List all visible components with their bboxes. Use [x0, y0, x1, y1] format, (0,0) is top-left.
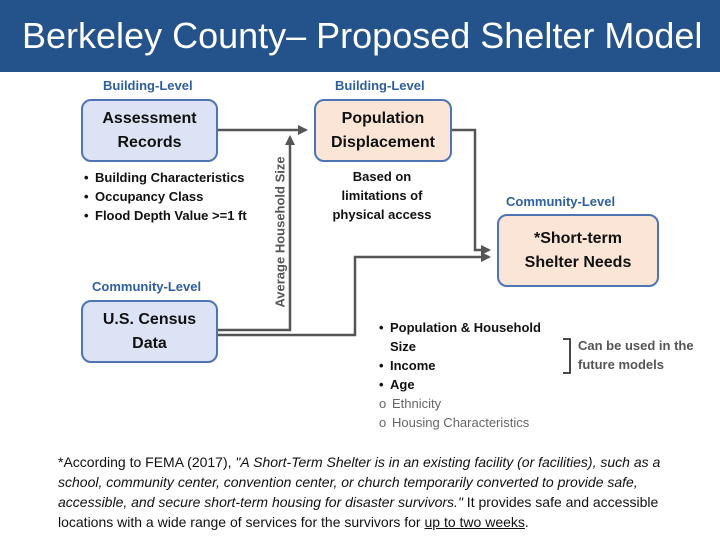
census-bullet-list: [379, 318, 569, 432]
short-term-shelter-line1: *Short-term: [533, 229, 622, 247]
assessment-level-label: Building-Level: [103, 78, 193, 93]
list-item: • Building Characteristics: [84, 168, 284, 187]
assessment-records-line2: Records: [117, 133, 182, 151]
footnote-underlined: up to two weeks: [424, 514, 525, 530]
list-item: • Population & Household Size: [379, 318, 569, 356]
assessment-bullet-list: [84, 168, 284, 225]
shelter-level-label: Community-Level: [506, 194, 616, 209]
population-displacement-line1: Population: [341, 109, 425, 127]
short-term-shelter-box: [497, 214, 659, 287]
list-item: • Flood Depth Value >=1 ft: [84, 206, 284, 225]
population-displacement-line2: Displacement: [330, 133, 436, 151]
slide-title: Berkeley County– Proposed Shelter Model: [22, 15, 703, 56]
list-item: • Income: [379, 356, 569, 375]
bracket-icon: [561, 338, 575, 374]
list-item: • Age: [379, 375, 569, 394]
population-note-line3: physical access: [332, 207, 432, 222]
footnote-quote: "A Short-Term Shelter is in an existing facility (or facilities), such as a school, community center, convention center, or church temporarily converted to provide safe, accessible, and secure short-term housing for disaster survivors.": [58, 454, 661, 510]
fema-footnote: [58, 452, 698, 532]
population-note: [322, 167, 442, 224]
census-data-line2: Data: [132, 334, 167, 352]
population-level-label: Building-Level: [335, 78, 425, 93]
footnote-suffix: .: [524, 514, 529, 530]
assessment-records-line1: Assessment: [102, 109, 197, 127]
average-household-size-label: Average Household Size: [272, 156, 288, 308]
list-item: o Ethnicity: [379, 394, 569, 413]
census-level-label: Community-Level: [92, 279, 202, 294]
census-data-line1: U.S. Census: [102, 310, 197, 328]
short-term-shelter-line2: Shelter Needs: [524, 253, 632, 271]
population-note-line2: limitations of: [341, 188, 423, 203]
list-item: • Occupancy Class: [84, 187, 284, 206]
arrow-population-to-shelter: [452, 130, 489, 250]
future-models-note: Can be used in the future models: [578, 338, 694, 372]
footnote-middle: It provides safe and accessible locations with a wide range of services for the survivors for: [58, 494, 659, 530]
list-item: o Housing Characteristics: [379, 413, 569, 432]
population-displacement-box: [314, 99, 452, 162]
population-note-line1: Based on: [352, 169, 412, 184]
census-data-box: [81, 300, 218, 363]
assessment-records-box: [81, 99, 218, 162]
footnote-prefix: *According to FEMA (2017),: [58, 454, 236, 470]
